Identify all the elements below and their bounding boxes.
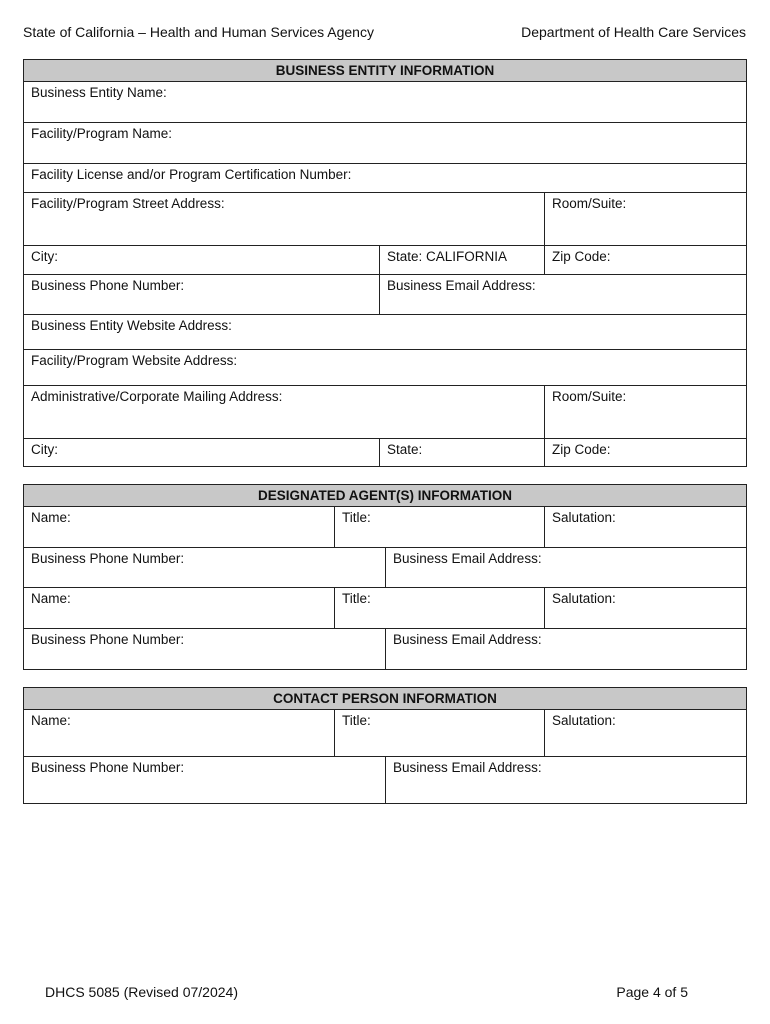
form-id: DHCS 5085 (Revised 07/2024) [45, 984, 238, 1000]
agent2-contact-row [24, 629, 746, 670]
license-row [24, 164, 746, 193]
facility-name-row [24, 123, 746, 164]
entity-website-field[interactable]: Business Entity Website Address: [31, 318, 232, 333]
contact-title-field[interactable]: Title: [335, 710, 545, 756]
mailing-city-state-zip-row [24, 439, 746, 467]
mailing-state-field[interactable]: State: [380, 439, 545, 467]
facility-website-field[interactable]: Facility/Program Website Address: [31, 353, 238, 368]
facility-name-field[interactable]: Facility/Program Name: [31, 126, 173, 141]
street-address-row [24, 193, 746, 246]
agent2-name-row [24, 588, 746, 629]
mailing-room-suite-field[interactable]: Room/Suite: [552, 389, 627, 404]
agent1-name-row [24, 507, 746, 548]
city-state-zip-row [24, 246, 746, 275]
phone-email-row [24, 275, 746, 315]
department-header: Department of Health Care Services [521, 24, 746, 40]
agent2-name-field[interactable]: Name: [24, 588, 335, 628]
street-address-field[interactable]: Facility/Program Street Address: [24, 193, 545, 245]
entity-name-row [24, 82, 746, 123]
contact-phone-field[interactable]: Business Phone Number: [24, 757, 386, 803]
contact-email-field[interactable]: Business Email Address: [393, 760, 542, 775]
agent2-title-field[interactable]: Title: [335, 588, 545, 628]
state-field[interactable]: State: CALIFORNIA [380, 246, 545, 274]
agent1-email-field[interactable]: Business Email Address: [393, 551, 542, 566]
mailing-address-field[interactable]: Administrative/Corporate Mailing Address: [24, 386, 545, 438]
contact-salutation-field[interactable]: Salutation: [552, 713, 616, 728]
entity-name-field[interactable]: Business Entity Name: [31, 85, 167, 100]
contact-person-section [23, 687, 747, 804]
agent2-phone-field[interactable]: Business Phone Number: [24, 629, 386, 670]
zip-field[interactable]: Zip Code: [552, 249, 611, 264]
facility-website-row [24, 350, 746, 386]
business-entity-section [23, 59, 747, 467]
agent1-contact-row [24, 548, 746, 588]
agent1-title-field[interactable]: Title: [335, 507, 545, 547]
business-entity-heading: BUSINESS ENTITY INFORMATION [24, 60, 746, 82]
mailing-city-field[interactable]: City: [24, 439, 380, 467]
contact-details-row [24, 757, 746, 803]
business-email-field[interactable]: Business Email Address: [387, 278, 536, 293]
contact-name-row [24, 710, 746, 757]
license-number-field[interactable]: Facility License and/or Program Certification Number: [31, 167, 352, 182]
agency-header: State of California – Health and Human Services Agency [23, 24, 374, 40]
designated-agents-section [23, 484, 747, 670]
room-suite-field[interactable]: Room/Suite: [552, 196, 627, 211]
entity-website-row [24, 315, 746, 350]
agent2-salutation-field[interactable]: Salutation: [552, 591, 616, 606]
business-phone-field[interactable]: Business Phone Number: [24, 275, 380, 314]
mailing-address-row [24, 386, 746, 439]
mailing-zip-field[interactable]: Zip Code: [552, 442, 611, 457]
agent1-salutation-field[interactable]: Salutation: [552, 510, 616, 525]
agent2-email-field[interactable]: Business Email Address: [393, 632, 542, 647]
page-number: Page 4 of 5 [616, 984, 688, 1000]
contact-person-heading: CONTACT PERSON INFORMATION [24, 688, 746, 710]
designated-agents-heading: DESIGNATED AGENT(S) INFORMATION [24, 485, 746, 507]
contact-name-field[interactable]: Name: [24, 710, 335, 756]
city-field[interactable]: City: [24, 246, 380, 274]
agent1-name-field[interactable]: Name: [24, 507, 335, 547]
agent1-phone-field[interactable]: Business Phone Number: [24, 548, 386, 587]
